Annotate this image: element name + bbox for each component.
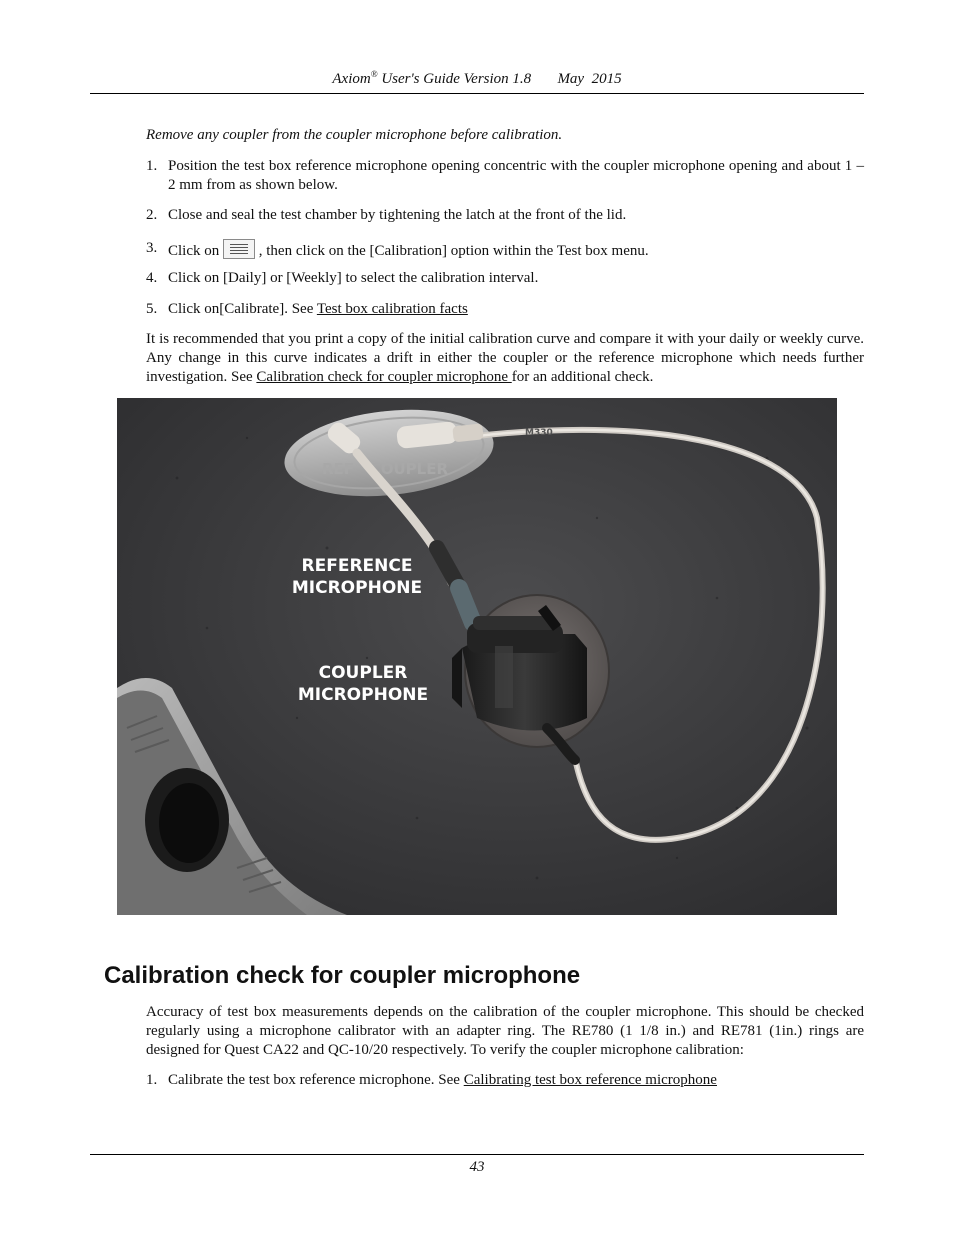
plate-label: REF COUPLER <box>322 460 448 478</box>
step-number: 4. <box>146 270 158 286</box>
step-text: Position the test box reference microphone opening concentric with the coupler microphone opening and about 1 – 2 mm from as shown below. <box>168 158 864 193</box>
section-heading: Calibration check for coupler microphone <box>104 962 581 989</box>
link-calibrating-reference-mic[interactable]: Calibrating test box reference microphone <box>463 1072 717 1088</box>
header-date: May 2015 <box>557 71 622 87</box>
test-box-photo <box>117 398 837 915</box>
menu-list-icon <box>223 239 255 259</box>
header-product: Axiom <box>332 71 371 87</box>
link-calibration-check[interactable]: Calibration check for coupler microphone <box>256 369 512 385</box>
step-text <box>168 1071 864 1090</box>
step-text: Close and seal the test chamber by tightening the latch at the front of the lid. <box>168 207 627 223</box>
coupler-check-paragraph: Accuracy of test box measurements depends on the calibration of the coupler microphone. This should be checked regularly using a microphone calibrator with an adapter ring. The RE780 (1 1/8 in.) and RE781 (1in.) rings are designed for Quest CA22 and QC-10/20 respectively. To verify the coupler microphone calibration: <box>146 1004 864 1058</box>
step-number: 3. <box>146 240 158 256</box>
link-test-box-calibration-facts[interactable]: Test box calibration facts <box>316 301 468 317</box>
step-number: 1. <box>146 158 158 174</box>
calibration-note: Remove any coupler from the coupler microphone before calibration. <box>146 127 563 143</box>
recommendation-tail: for an additional check. <box>511 369 654 385</box>
step-text-after: , then click on the [Calibration] option within the Test box menu. <box>258 243 649 259</box>
step-text: Calibrate the test box reference microphone. See <box>168 1072 460 1088</box>
cable-label: M330 <box>525 428 553 438</box>
step-text <box>168 239 864 261</box>
step-text-before: Click on <box>168 243 220 259</box>
label-coupler: COUPLER <box>318 663 408 683</box>
header-rule <box>90 93 864 94</box>
step-number: 2. <box>146 207 158 223</box>
step-text: Click on [Daily] or [Weekly] to select the calibration interval. <box>168 270 539 286</box>
label-coupler-mic: MICROPHONE <box>297 685 429 705</box>
page-header <box>0 69 954 88</box>
footer-rule <box>90 1154 864 1155</box>
label-reference-mic: MICROPHONE <box>291 578 423 598</box>
label-reference: REFERENCE <box>301 556 413 576</box>
recommendation-paragraph <box>146 330 864 387</box>
step-text <box>168 300 864 319</box>
page-number: 43 <box>469 1159 485 1175</box>
header-title: User's Guide Version 1.8 <box>381 71 532 87</box>
recommendation-text: It is recommended that you print a copy of the initial calibration curve and compare it with your daily or weekly curve. Any change in this curve indicates a drift in either the coupler or the reference microphone which needs further investigation. See <box>146 331 864 385</box>
step-number: 1. <box>146 1072 158 1088</box>
step-number: 5. <box>146 301 158 317</box>
registered-mark: ® <box>370 69 378 79</box>
step-text: Click on[Calibrate]. See <box>168 301 314 317</box>
